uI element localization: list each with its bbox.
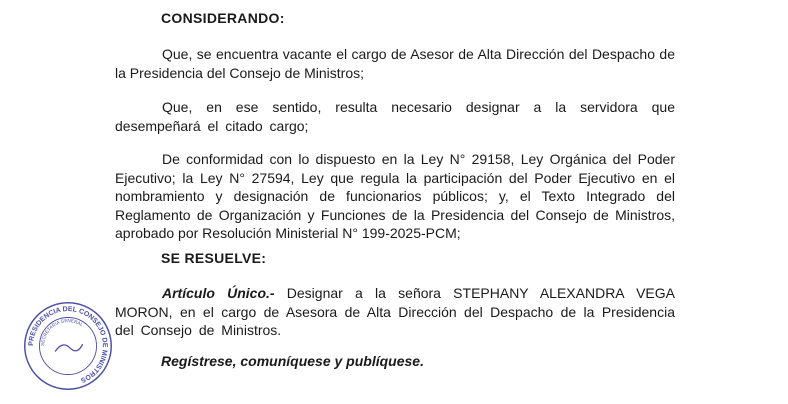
paragraph-legal-basis: De conformidad con lo dispuesto en la Ley N° 29158, Ley Orgánica del Poder Ejecutivo; la Ley N° 27594, Ley que regula la participación del Poder Ejecutivo en el nombramiento y designación de funcionarios públicos; y, el Texto Integrado del Reglamento de Organización y Funciones de la Presidencia del Consejo de Ministros, aprobado por Resolución Ministerial N° 199-2025-PCM; bbox=[115, 151, 675, 241]
svg-text:SECRETARIA GENERAL bbox=[40, 318, 84, 346]
article-label: Artículo Único.- bbox=[162, 285, 275, 301]
official-seal bbox=[22, 300, 114, 392]
paragraph-designation-need: Que, en ese sentido, resulta necesario designar a la servidora que desempeñará el citado cargo; bbox=[115, 99, 675, 134]
se-resuelve-heading: SE RESUELVE: bbox=[161, 250, 267, 266]
seal-inner-text: SECRETARIA GENERAL bbox=[40, 318, 85, 347]
paragraph-vacancy: Que, se encuentra vacante el cargo de Asesor de Alta Dirección del Despacho de la Presidencia del Consejo de Ministros; bbox=[115, 46, 675, 81]
article-paragraph bbox=[115, 284, 675, 340]
considerando-heading: CONSIDERANDO: bbox=[161, 10, 285, 26]
seal-outer-text: PRESIDENCIA DEL CONSEJO DE MINISTROS bbox=[27, 305, 109, 384]
article-text: Designar a la señora STEPHANY ALEXANDRA VEGA MORON, en el cargo de Asesora de Alta Dirección del Despacho de la Presidencia del Consejo de Ministros. bbox=[115, 285, 675, 338]
closing-formula: Regístrese, comuníquese y publíquese. bbox=[161, 353, 424, 369]
